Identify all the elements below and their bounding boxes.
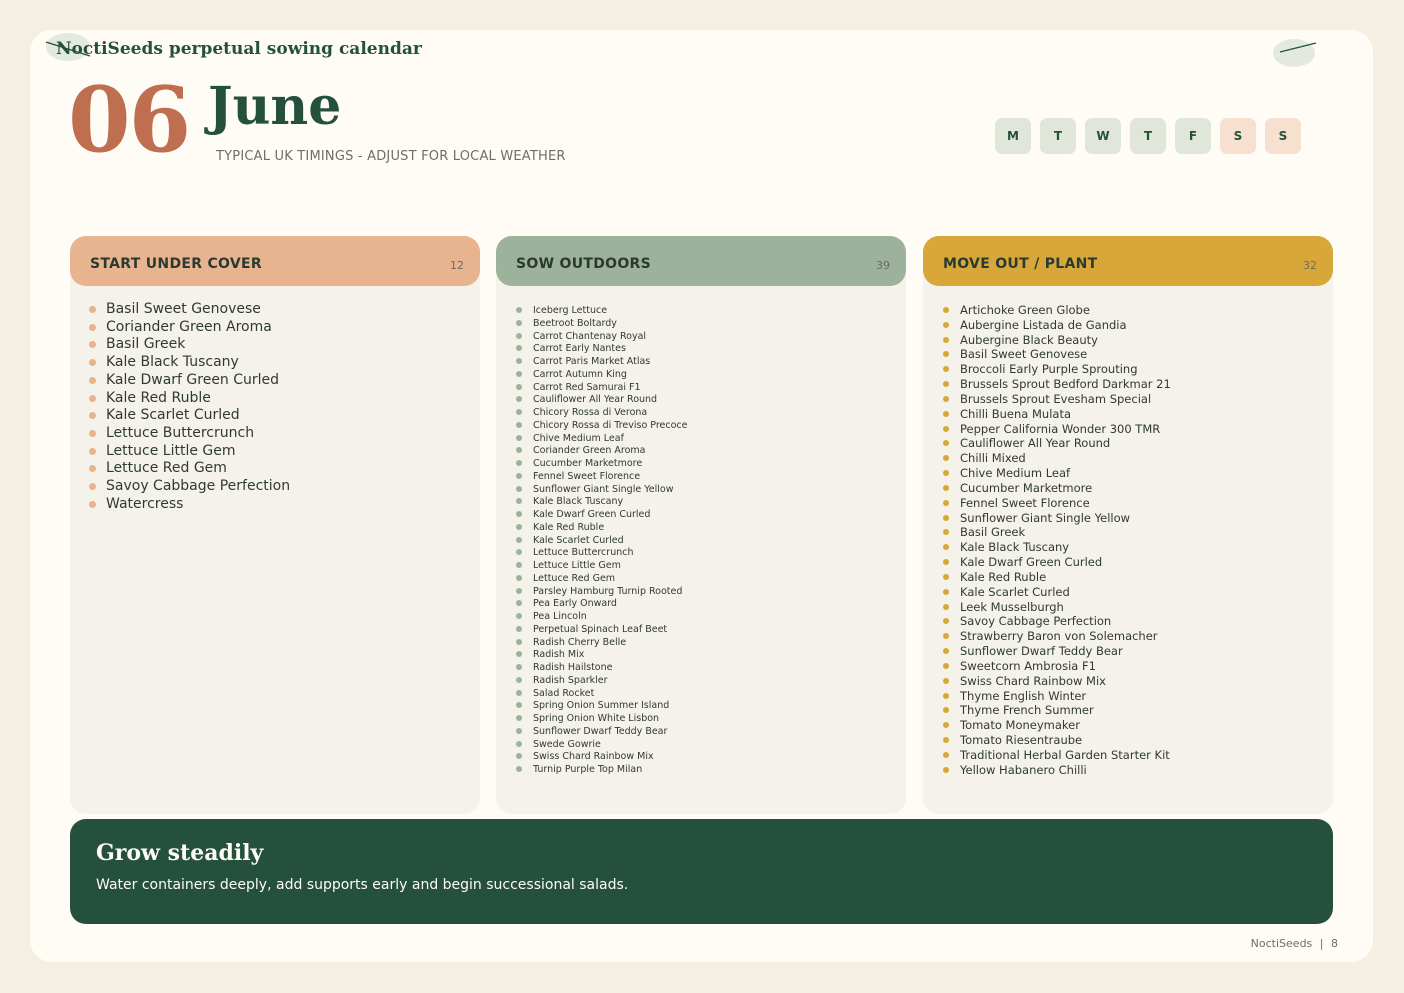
list-item: Watercress	[106, 496, 480, 514]
list-item: Kale Scarlet Curled	[106, 407, 480, 425]
plant-list	[923, 286, 1333, 778]
list-item: Spring Onion Summer Island	[533, 700, 906, 713]
move-out-plant-column	[923, 236, 1333, 814]
list-item: Carrot Chantenay Royal	[533, 331, 906, 344]
weekday-sunday: S	[1265, 118, 1301, 154]
list-item: Cauliflower All Year Round	[960, 436, 1333, 451]
list-item: Brussels Sprout Bedford Darkmar 21	[960, 377, 1333, 392]
list-item: Spring Onion White Lisbon	[533, 713, 906, 726]
list-item: Cucumber Marketmore	[960, 481, 1333, 496]
list-item: Radish Hailstone	[533, 662, 906, 675]
page-number: 8	[1331, 937, 1338, 950]
list-item: Lettuce Buttercrunch	[533, 547, 906, 560]
footer-brand: NoctiSeeds	[1250, 937, 1313, 950]
list-item: Lettuce Little Gem	[533, 560, 906, 573]
list-item: Savoy Cabbage Perfection	[960, 614, 1333, 629]
list-item: Sunflower Giant Single Yellow	[960, 511, 1333, 526]
calendar-page	[30, 30, 1373, 962]
tip-text: Water containers deeply, add supports early and begin successional salads.	[96, 877, 629, 893]
list-item: Lettuce Little Gem	[106, 443, 480, 461]
weekday-wednesday: W	[1085, 118, 1121, 154]
column-header	[496, 236, 906, 286]
list-item: Parsley Hamburg Turnip Rooted	[533, 586, 906, 599]
list-item: Lettuce Red Gem	[106, 460, 480, 478]
list-item: Leek Musselburgh	[960, 600, 1333, 615]
list-item: Aubergine Listada de Gandia	[960, 318, 1333, 333]
column-count: 12	[450, 258, 464, 272]
list-item: Yellow Habanero Chilli	[960, 763, 1333, 778]
list-item: Sweetcorn Ambrosia F1	[960, 659, 1333, 674]
column-title: MOVE OUT / PLANT	[943, 256, 1098, 272]
list-item: Chilli Buena Mulata	[960, 407, 1333, 422]
list-item: Traditional Herbal Garden Starter Kit	[960, 748, 1333, 763]
list-item: Chive Medium Leaf	[960, 466, 1333, 481]
list-item: Turnip Purple Top Milan	[533, 764, 906, 777]
list-item: Kale Black Tuscany	[106, 354, 480, 372]
column-title: SOW OUTDOORS	[516, 256, 652, 272]
list-item: Beetroot Boltardy	[533, 318, 906, 331]
list-item: Chicory Rossa di Verona	[533, 407, 906, 420]
list-item: Cauliflower All Year Round	[533, 394, 906, 407]
day-number: 06	[68, 67, 190, 173]
weekday-saturday: S	[1220, 118, 1256, 154]
list-item: Sunflower Dwarf Teddy Bear	[533, 726, 906, 739]
list-item: Fennel Sweet Florence	[533, 471, 906, 484]
weekday-friday: F	[1175, 118, 1211, 154]
column-count: 32	[1303, 258, 1317, 272]
list-item: Lettuce Red Gem	[533, 573, 906, 586]
weekday-strip	[995, 118, 1301, 154]
list-item: Tomato Riesentraube	[960, 733, 1333, 748]
list-item: Pea Early Onward	[533, 598, 906, 611]
footer-separator: |	[1319, 937, 1324, 950]
list-item: Tomato Moneymaker	[960, 718, 1333, 733]
subtitle: TYPICAL UK TIMINGS - ADJUST FOR LOCAL WEATHER	[216, 149, 566, 164]
list-item: Sunflower Dwarf Teddy Bear	[960, 644, 1333, 659]
list-item: Swiss Chard Rainbow Mix	[533, 751, 906, 764]
list-item: Cucumber Marketmore	[533, 458, 906, 471]
list-item: Lettuce Buttercrunch	[106, 425, 480, 443]
list-item: Carrot Paris Market Atlas	[533, 356, 906, 369]
list-item: Sunflower Giant Single Yellow	[533, 484, 906, 497]
list-item: Thyme French Summer	[960, 703, 1333, 718]
list-item: Fennel Sweet Florence	[960, 496, 1333, 511]
list-item: Swiss Chard Rainbow Mix	[960, 674, 1333, 689]
tip-banner	[70, 819, 1333, 924]
tip-title: Grow steadily	[96, 840, 264, 866]
list-item: Pea Lincoln	[533, 611, 906, 624]
weekday-thursday: T	[1130, 118, 1166, 154]
list-item: Kale Dwarf Green Curled	[960, 555, 1333, 570]
list-item: Kale Dwarf Green Curled	[106, 372, 480, 390]
list-item: Carrot Red Samurai F1	[533, 382, 906, 395]
list-item: Thyme English Winter	[960, 689, 1333, 704]
start-under-cover-column	[70, 236, 480, 814]
plant-list	[496, 286, 906, 777]
list-item: Basil Greek	[106, 336, 480, 354]
list-item: Kale Black Tuscany	[960, 540, 1333, 555]
leaf-icon	[1270, 36, 1320, 70]
month-name: June	[208, 76, 342, 137]
list-item: Radish Sparkler	[533, 675, 906, 688]
list-item: Kale Red Ruble	[960, 570, 1333, 585]
list-item: Basil Sweet Genovese	[960, 347, 1333, 362]
list-item: Pepper California Wonder 300 TMR	[960, 422, 1333, 437]
list-item: Broccoli Early Purple Sprouting	[960, 362, 1333, 377]
weekday-monday: M	[995, 118, 1031, 154]
list-item: Carrot Early Nantes	[533, 343, 906, 356]
list-item: Artichoke Green Globe	[960, 303, 1333, 318]
list-item: Aubergine Black Beauty	[960, 333, 1333, 348]
list-item: Radish Mix	[533, 649, 906, 662]
column-title: START UNDER COVER	[90, 256, 262, 272]
list-item: Strawberry Baron von Solemacher	[960, 629, 1333, 644]
list-item: Chilli Mixed	[960, 451, 1333, 466]
page-footer	[1251, 937, 1338, 950]
list-item: Iceberg Lettuce	[533, 305, 906, 318]
list-item: Perpetual Spinach Leaf Beet	[533, 624, 906, 637]
brand-title: NoctiSeeds perpetual sowing calendar	[56, 39, 422, 59]
column-count: 39	[876, 258, 890, 272]
list-item: Coriander Green Aroma	[533, 445, 906, 458]
list-item: Kale Red Ruble	[533, 522, 906, 535]
list-item: Brussels Sprout Evesham Special	[960, 392, 1333, 407]
list-item: Basil Greek	[960, 525, 1333, 540]
list-item: Kale Scarlet Curled	[533, 535, 906, 548]
list-item: Carrot Autumn King	[533, 369, 906, 382]
list-item: Kale Black Tuscany	[533, 496, 906, 509]
list-item: Kale Red Ruble	[106, 390, 480, 408]
list-item: Chive Medium Leaf	[533, 433, 906, 446]
list-item: Savoy Cabbage Perfection	[106, 478, 480, 496]
list-item: Salad Rocket	[533, 688, 906, 701]
column-header	[923, 236, 1333, 286]
column-header	[70, 236, 480, 286]
sow-outdoors-column	[496, 236, 906, 814]
weekday-tuesday: T	[1040, 118, 1076, 154]
list-item: Coriander Green Aroma	[106, 319, 480, 337]
plant-list	[70, 286, 480, 513]
list-item: Swede Gowrie	[533, 739, 906, 752]
list-item: Chicory Rossa di Treviso Precoce	[533, 420, 906, 433]
list-item: Basil Sweet Genovese	[106, 301, 480, 319]
list-item: Kale Dwarf Green Curled	[533, 509, 906, 522]
list-item: Radish Cherry Belle	[533, 637, 906, 650]
list-item: Kale Scarlet Curled	[960, 585, 1333, 600]
